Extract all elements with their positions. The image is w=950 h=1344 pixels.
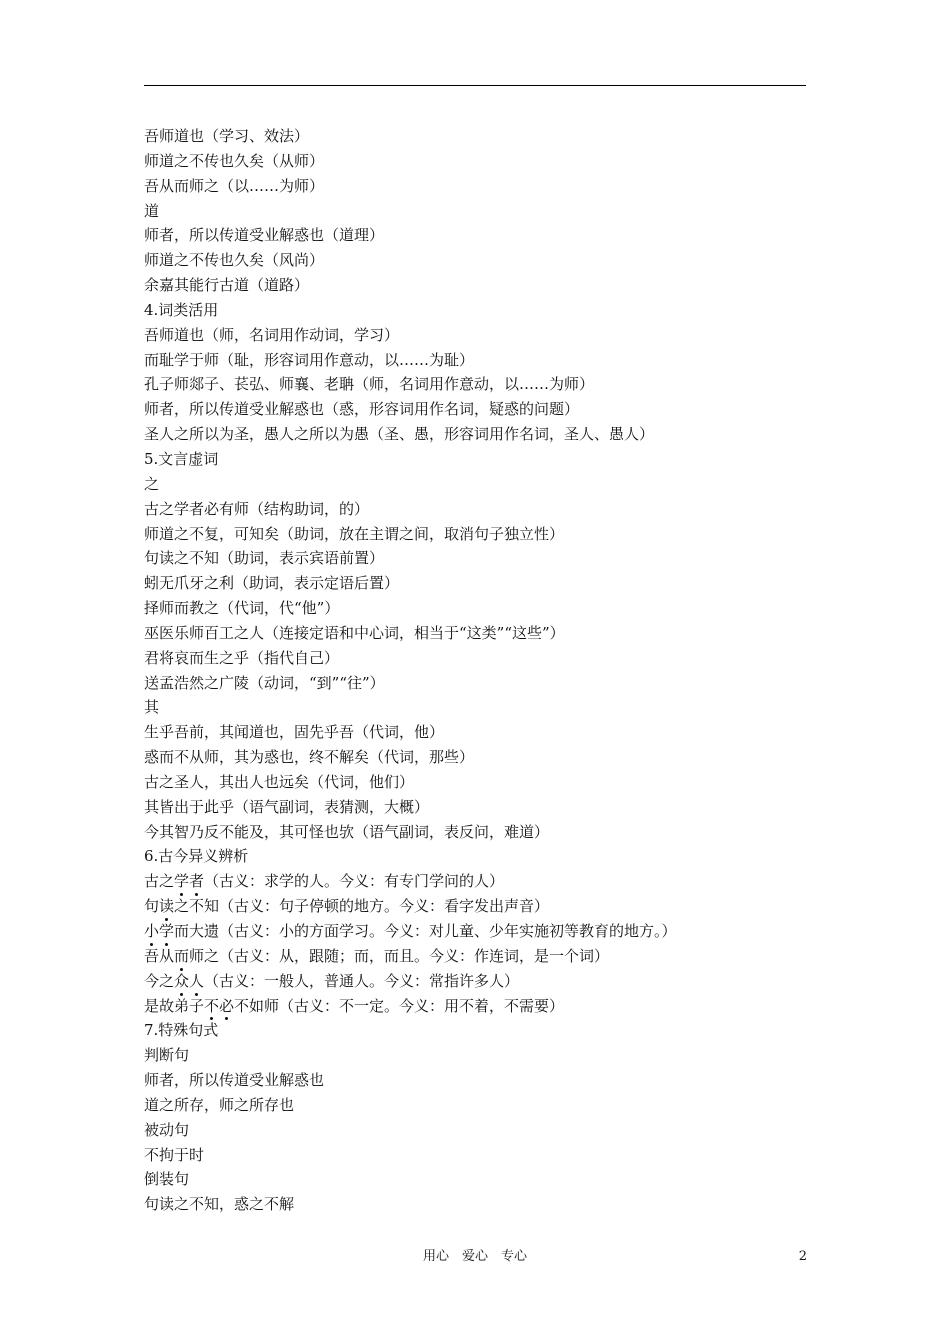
emphasized-char: 小 xyxy=(144,919,159,944)
gujin-line xyxy=(144,869,806,894)
gujin-post: 而大遗（古义：小的方面学习。今义：对儿童、少年实施初等教育的地方。） xyxy=(174,922,677,940)
text-line: 师者，所以传道受业解惑也（惑，形容词用作名词，疑惑的问题） xyxy=(144,400,580,419)
emphasized-char: 不 xyxy=(204,994,219,1019)
gujin-pre: 是故弟子 xyxy=(144,996,205,1015)
emphasized-char: 读 xyxy=(159,894,174,919)
section-heading-7: 7.特殊句式 xyxy=(144,1021,219,1040)
emphasized-char: 必 xyxy=(219,994,234,1019)
page-number: 2 xyxy=(798,1249,807,1264)
subheading-daozhuang: 倒装句 xyxy=(144,1170,190,1189)
text-line: 孔子师郯子、苌弘、师襄、老聃（师，名词用作意动，以……为师） xyxy=(144,375,595,394)
subheading-dao: 道 xyxy=(144,201,160,220)
text-line: 师道之不传也久矣（从师） xyxy=(144,151,325,170)
text-line: 余嘉其能行古道（道路） xyxy=(144,276,310,295)
gujin-line xyxy=(144,894,806,919)
subheading-panduan: 判断句 xyxy=(144,1046,190,1065)
text-line: 吾从而师之（以……为师） xyxy=(144,176,325,195)
emphasized-char: 众 xyxy=(174,969,189,994)
text-line: 送孟浩然之广陵（动词，“到”“往”） xyxy=(144,673,385,692)
text-line: 君将哀而生之乎（指代自己） xyxy=(144,648,340,667)
text-line: 古之圣人，其出人也远矣（代词，他们） xyxy=(144,772,415,791)
emphasized-char: 学 xyxy=(174,869,189,894)
gujin-post: 之不知（古义：句子停顿的地方。今义：看字发出声音） xyxy=(174,897,550,916)
gujin-post: （古义：一般人，普通人。今义：常指许多人） xyxy=(204,971,520,990)
text-line: 惑而不从师，其为惑也，终不解矣（代词，那些） xyxy=(144,748,475,767)
emphasized-char: 者 xyxy=(189,869,204,894)
gujin-pre: 古之 xyxy=(144,872,175,891)
section-heading-5: 5.文言虚词 xyxy=(144,449,219,468)
gujin-line xyxy=(144,994,806,1019)
text-line: 句读之不知（助词，表示宾语前置） xyxy=(144,549,385,568)
footer-motto: 用心 爱心 专心 xyxy=(422,1249,527,1264)
text-line: 不拘于时 xyxy=(144,1145,205,1164)
section-heading-4: 4.词类活用 xyxy=(144,300,219,319)
header-rule xyxy=(144,85,806,86)
gujin-line xyxy=(144,969,806,994)
text-line: 吾师道也（师，名词用作动词，学习） xyxy=(144,325,400,344)
gujin-line xyxy=(144,944,806,969)
text-line: 古之学者必有师（结构助词，的） xyxy=(144,499,370,518)
gujin-pre: 句 xyxy=(144,897,160,916)
text-line: 巫医乐师百工之人（连接定语和中心词，相当于“这类”“这些”） xyxy=(144,623,565,642)
gujin-post: 不如师（古义：不一定。今义：用不着，不需要） xyxy=(234,996,565,1015)
text-line: 择师而教之（代词，代“他”） xyxy=(144,599,340,618)
gujin-pre: 今之 xyxy=(144,971,175,990)
text-line: 生乎吾前，其闻道也，固先乎吾（代词，他） xyxy=(144,723,445,742)
emphasized-char: 学 xyxy=(159,919,174,944)
emphasized-char: 而 xyxy=(174,944,189,969)
text-line: 师者，所以传道受业解惑也 xyxy=(144,1071,325,1090)
text-line: 师道之不传也久矣（风尚） xyxy=(144,251,325,270)
text-line: 圣人之所以为圣，愚人之所以为愚（圣、愚，形容词用作名词，圣人、愚人） xyxy=(144,425,655,444)
text-line: 吾师道也（学习、效法） xyxy=(144,127,310,145)
gujin-pre: 吾从 xyxy=(144,946,175,965)
section-heading-6: 6.古今异义辨析 xyxy=(144,847,249,866)
gujin-line xyxy=(144,919,806,944)
emphasized-char: 人 xyxy=(189,969,204,994)
subheading-qi: 其 xyxy=(144,698,160,717)
text-line: 蚓无爪牙之利（助词，表示定语后置） xyxy=(144,574,400,593)
text-line: 师道之不复，可知矣（助词，放在主谓之间，取消句子独立性） xyxy=(144,524,565,543)
subheading-zhi: 之 xyxy=(144,474,160,493)
document-body xyxy=(144,124,806,1217)
subheading-beidong: 被动句 xyxy=(144,1120,190,1139)
text-line: 而耻学于师（耻，形容词用作意动，以……为耻） xyxy=(144,350,475,369)
text-line: 今其智乃反不能及，其可怪也欤（语气副词，表反问，难道） xyxy=(144,822,550,841)
text-line: 句读之不知，惑之不解 xyxy=(144,1195,295,1214)
text-line: 道之所存，师之所存也 xyxy=(144,1095,295,1114)
gujin-post: 师之（古义：从，跟随；而，而且。今义：作连词，是一个词） xyxy=(189,946,610,965)
text-line: 师者，所以传道受业解惑也（道理） xyxy=(144,226,385,245)
gujin-post: （古义：求学的人。今义：有专门学问的人） xyxy=(204,872,505,891)
text-line: 其皆出于此乎（语气副词，表猜测，大概） xyxy=(144,797,430,816)
